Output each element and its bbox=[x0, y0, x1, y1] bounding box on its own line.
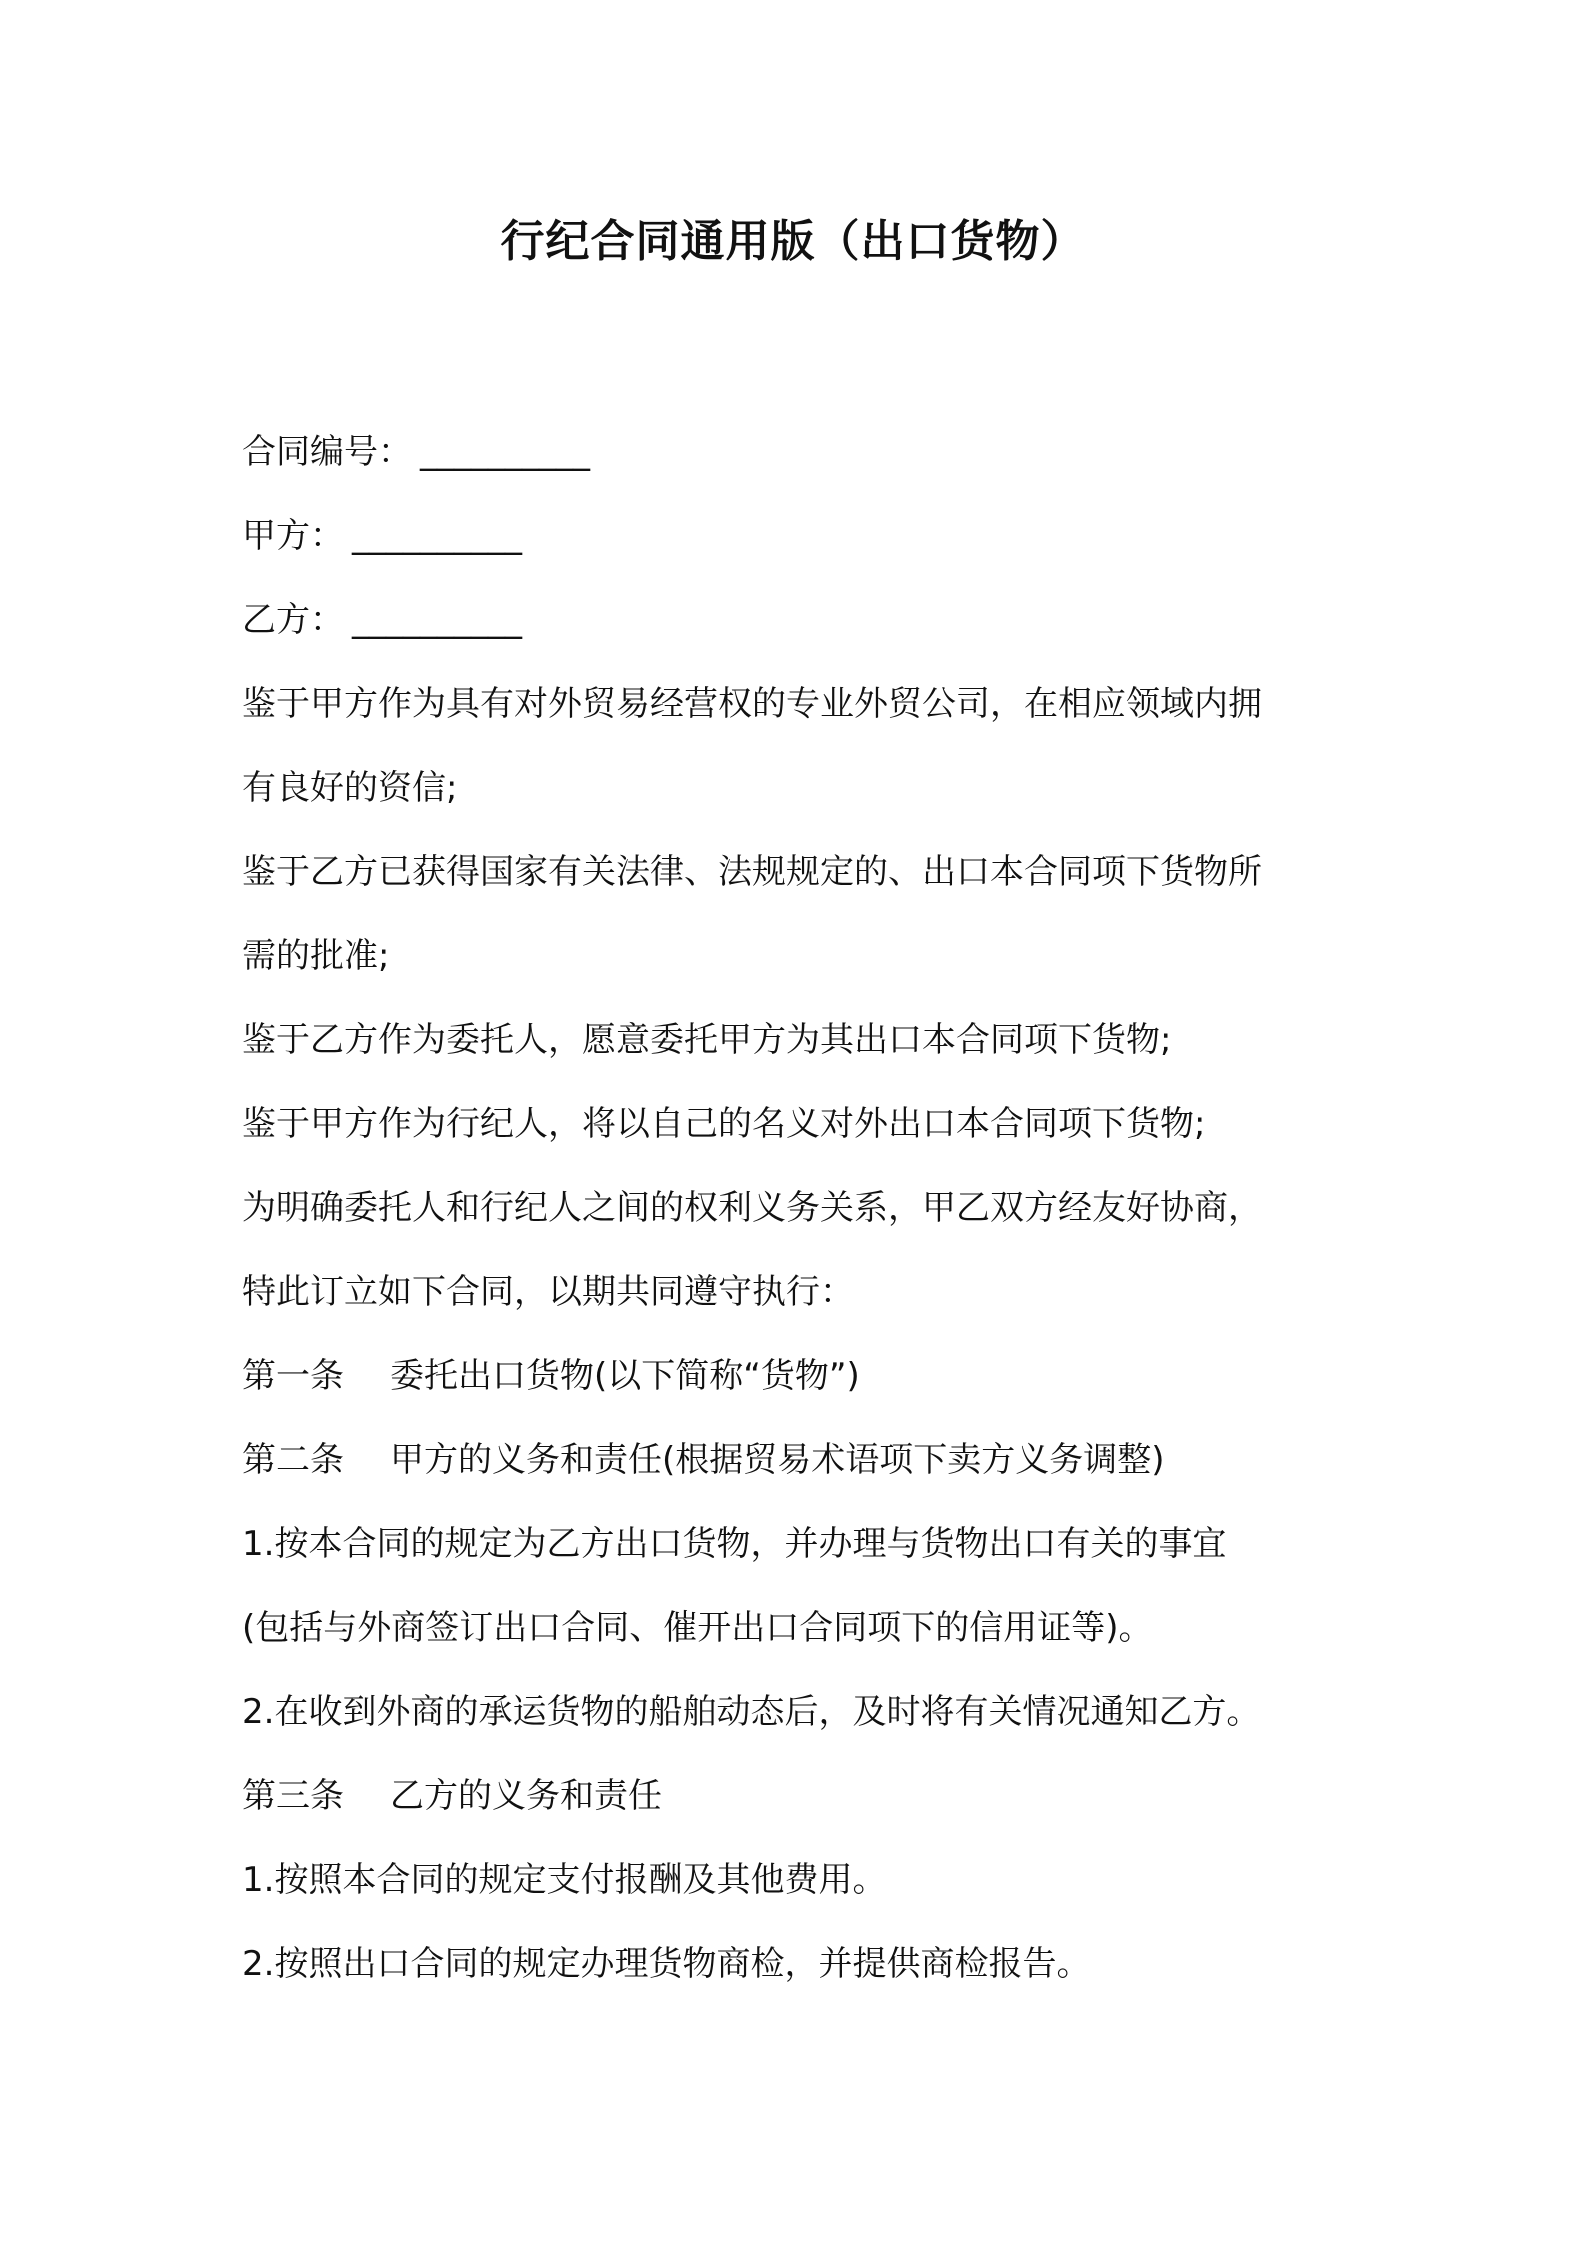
article-3-heading bbox=[242, 1754, 1362, 1838]
article-2-item: (包括与外商签订出口合同、催开出口合同项下的信用证等)。 bbox=[242, 1608, 1153, 1648]
contract-number-label: 合同编号： bbox=[242, 432, 412, 472]
document-body bbox=[242, 410, 1362, 2006]
party-b-line bbox=[242, 578, 1362, 662]
document-title: 行纪合同通用版（出口货物） bbox=[500, 216, 1086, 267]
article-2-title: 甲方的义务和责任(根据贸易术语项下卖方义务调整) bbox=[390, 1440, 1165, 1480]
recital-line: 鉴于甲方作为行纪人，将以自己的名义对外出口本合同项下货物; bbox=[242, 1104, 1206, 1144]
recital-line: 需的批准; bbox=[242, 936, 390, 976]
article-3-item: 2.按照出口合同的规定办理货物商检，并提供商检报告。 bbox=[242, 1944, 1091, 1984]
article-3-item: 1.按照本合同的规定支付报酬及其他费用。 bbox=[242, 1860, 887, 1900]
party-a-label: 甲方： bbox=[242, 516, 344, 556]
party-b-blank: __________ bbox=[352, 600, 522, 640]
article-3-number: 第三条 bbox=[242, 1776, 344, 1816]
recital-line: 鉴于乙方已获得国家有关法律、法规规定的、出口本合同项下货物所 bbox=[242, 852, 1262, 892]
article-1-heading bbox=[242, 1334, 1362, 1418]
article-1-number: 第一条 bbox=[242, 1356, 344, 1396]
recital-line: 鉴于甲方作为具有对外贸易经营权的专业外贸公司，在相应领域内拥 bbox=[242, 684, 1262, 724]
contract-number-blank: __________ bbox=[420, 432, 590, 472]
recital-line: 有良好的资信; bbox=[242, 768, 458, 808]
party-a-blank: __________ bbox=[352, 516, 522, 556]
party-b-label: 乙方： bbox=[242, 600, 344, 640]
article-3-title: 乙方的义务和责任 bbox=[390, 1776, 662, 1816]
article-2-item: 1.按本合同的规定为乙方出口货物，并办理与货物出口有关的事宜 bbox=[242, 1524, 1227, 1564]
article-1-title: 委托出口货物(以下简称“货物”) bbox=[390, 1356, 860, 1396]
article-2-item: 2.在收到外商的承运货物的船舶动态后，及时将有关情况通知乙方。 bbox=[242, 1692, 1261, 1732]
article-2-number: 第二条 bbox=[242, 1440, 344, 1480]
party-a-line bbox=[242, 494, 1362, 578]
recital-line: 为明确委托人和行纪人之间的权利义务关系，甲乙双方经友好协商， bbox=[242, 1188, 1262, 1228]
recital-line: 鉴于乙方作为委托人，愿意委托甲方为其出口本合同项下货物; bbox=[242, 1020, 1172, 1060]
article-2-heading bbox=[242, 1418, 1362, 1502]
recital-line: 特此订立如下合同，以期共同遵守执行： bbox=[242, 1272, 854, 1312]
contract-number-line bbox=[242, 410, 1362, 494]
